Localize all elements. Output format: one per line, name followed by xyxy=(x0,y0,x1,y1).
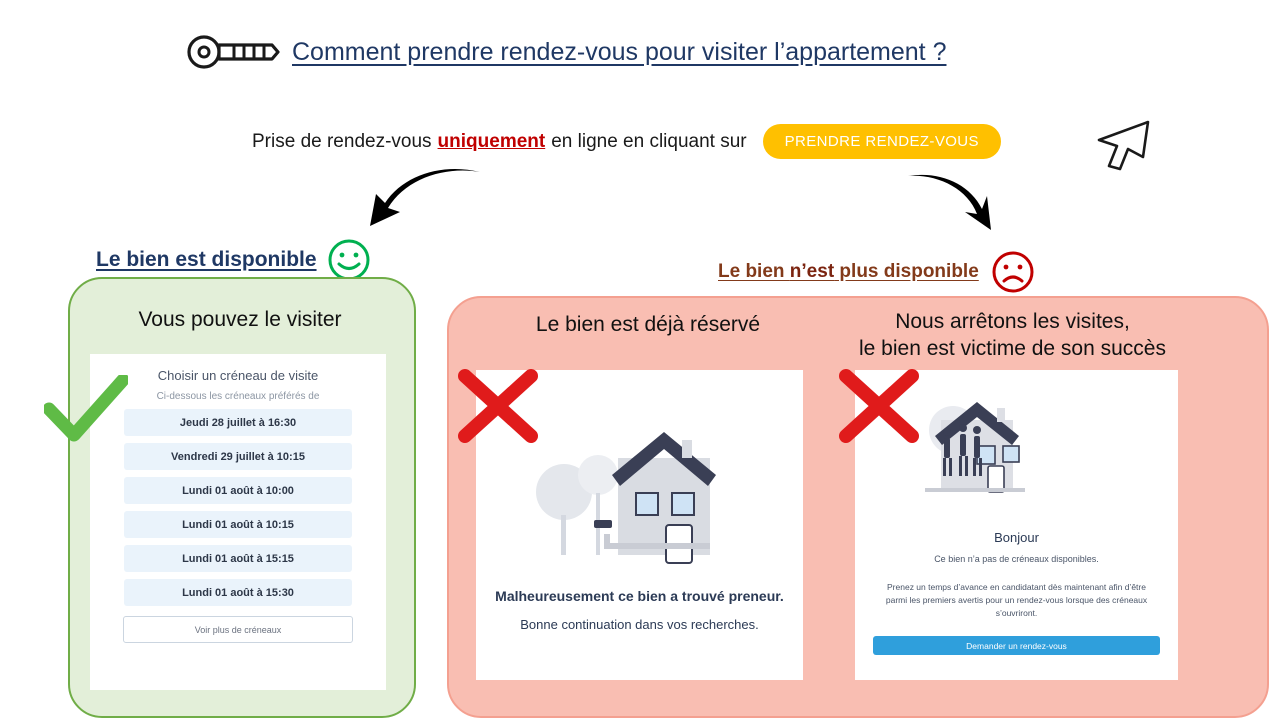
slot-option[interactable]: Lundi 01 août à 15:30 xyxy=(124,579,352,606)
slot-option[interactable]: Lundi 01 août à 10:15 xyxy=(124,511,352,538)
slot-option[interactable]: Jeudi 28 juillet à 16:30 xyxy=(124,409,352,436)
stopped-line1: Ce bien n’a pas de créneaux disponibles. xyxy=(934,554,1099,564)
available-heading xyxy=(96,238,371,282)
reserved-case-title: Le bien est déjà réservé xyxy=(535,313,761,336)
unavailable-heading-part1: Le bien xyxy=(718,261,790,282)
key-icon xyxy=(186,32,282,72)
green-check-icon xyxy=(44,375,128,445)
subtitle-row xyxy=(252,124,1001,159)
prendre-rendez-vous-button[interactable]: PRENDRE RENDEZ-VOUS xyxy=(763,124,1001,159)
unavailable-heading-part2: plus disponible xyxy=(834,261,979,282)
smiley-happy-icon xyxy=(327,238,371,282)
red-cross-icon xyxy=(838,368,920,444)
unavailable-heading-label xyxy=(718,261,979,283)
slot-option[interactable]: Lundi 01 août à 10:00 xyxy=(124,477,352,504)
stopped-case-title xyxy=(830,308,1195,363)
red-cross-icon xyxy=(457,368,539,444)
page-title-text: Comment prendre rendez-vous pour visiter l’appartement ? xyxy=(292,37,947,66)
stopped-case-title-line1: Nous arrêtons les visites, xyxy=(895,310,1130,333)
stopped-paragraph: Prenez un temps d’avance en candidatant dès maintenant afin d’être parmi les premiers avertis pour un rendez-vous lorsque des créneaux s’ouvriront. xyxy=(885,582,1148,618)
more-slots-button[interactable]: Voir plus de créneaux xyxy=(123,616,353,643)
available-panel-title: Vous pouvez le visiter xyxy=(138,308,342,331)
slot-picker-title: Choisir un créneau de visite xyxy=(157,368,319,383)
arrow-to-unavailable-icon xyxy=(905,172,995,234)
reserved-message: Bonne continuation dans vos recherches. xyxy=(520,617,759,632)
page-title xyxy=(186,32,946,72)
demander-rendez-vous-button[interactable]: Demander un rendez-vous xyxy=(873,636,1160,655)
unavailable-heading xyxy=(718,250,1035,294)
unavailable-heading-strong: n’est xyxy=(789,261,835,282)
slot-picker-card xyxy=(90,354,386,690)
slot-option[interactable]: Vendredi 29 juillet à 10:15 xyxy=(124,443,352,470)
subtitle-before: Prise de rendez-vous xyxy=(252,130,432,152)
subtitle-after: en ligne en cliquant sur xyxy=(551,130,747,152)
stopped-hello: Bonjour xyxy=(994,530,1039,545)
stopped-case-title-line2: le bien est victime de son succès xyxy=(859,337,1166,361)
available-heading-label: Le bien est disponible xyxy=(96,248,317,271)
subtitle-emphasis: uniquement xyxy=(437,130,546,152)
slot-picker-subtitle: Ci-dessous les créneaux préférés de xyxy=(156,391,320,402)
slot-option[interactable]: Lundi 01 août à 15:15 xyxy=(124,545,352,572)
cursor-arrow-icon xyxy=(1093,118,1153,172)
smiley-sad-icon xyxy=(991,250,1035,294)
reserved-message-bold: Malheureusement ce bien a trouvé preneur. xyxy=(495,588,784,604)
arrow-to-available-icon xyxy=(368,168,483,230)
